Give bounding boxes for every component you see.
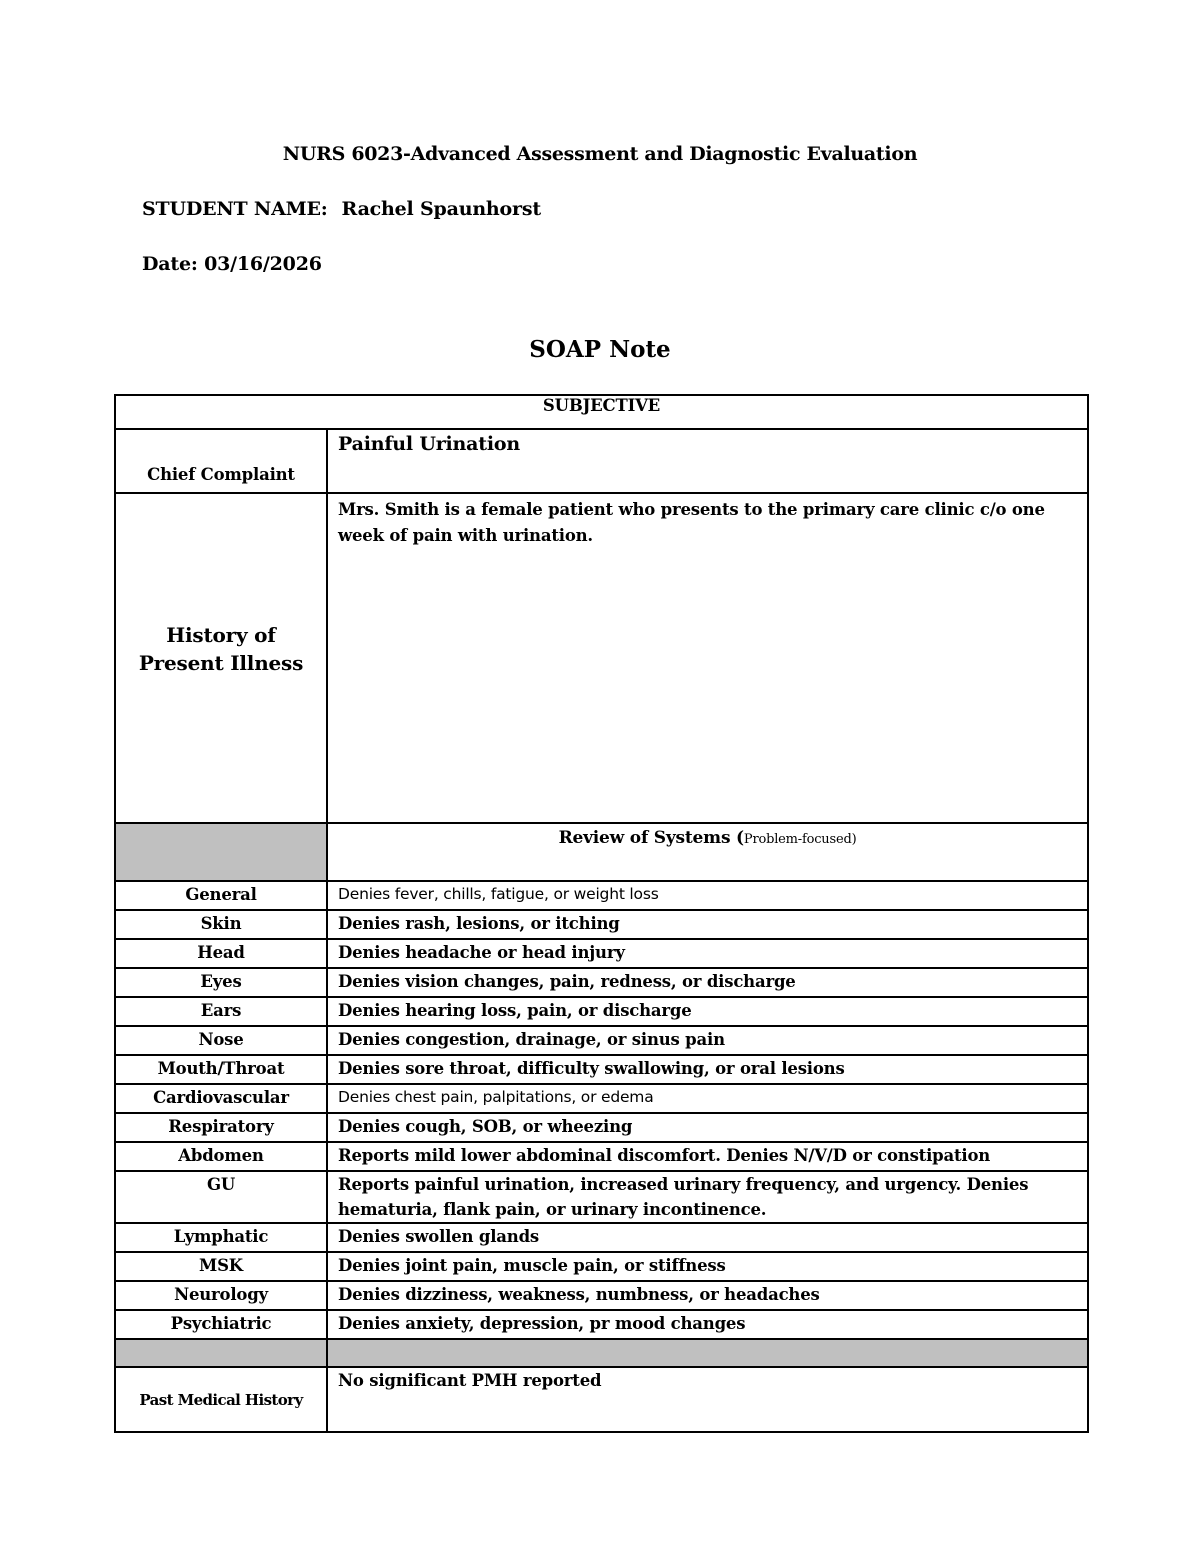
ros-system: Psychiatric bbox=[115, 1310, 327, 1339]
chief-complaint-label: Chief Complaint bbox=[115, 429, 327, 493]
ros-system: Abdomen bbox=[115, 1142, 327, 1171]
ros-row bbox=[115, 1252, 1088, 1281]
date-line bbox=[142, 253, 322, 275]
hpi-row bbox=[115, 493, 1088, 823]
ros-row bbox=[115, 1171, 1088, 1223]
ros-system: Nose bbox=[115, 1026, 327, 1055]
ros-system: Ears bbox=[115, 997, 327, 1026]
ros-system: General bbox=[115, 881, 327, 910]
pmh-row bbox=[115, 1367, 1088, 1432]
ros-row bbox=[115, 997, 1088, 1026]
ros-system: Eyes bbox=[115, 968, 327, 997]
ros-row bbox=[115, 1055, 1088, 1084]
ros-finding: Reports mild lower abdominal discomfort. Denies N/V/D or constipation bbox=[327, 1142, 1088, 1171]
ros-finding: Denies swollen glands bbox=[327, 1223, 1088, 1252]
ros-title-text: Review of Systems ( bbox=[558, 828, 744, 848]
ros-row bbox=[115, 881, 1088, 910]
ros-header-row bbox=[115, 823, 1088, 881]
ros-finding: Denies dizziness, weakness, numbness, or headaches bbox=[327, 1281, 1088, 1310]
chief-complaint-row bbox=[115, 429, 1088, 493]
ros-finding: Denies cough, SOB, or wheezing bbox=[327, 1113, 1088, 1142]
ros-row bbox=[115, 1026, 1088, 1055]
ros-system: Neurology bbox=[115, 1281, 327, 1310]
spacer-cell-right bbox=[327, 1339, 1088, 1367]
ros-finding: Denies congestion, drainage, or sinus pain bbox=[327, 1026, 1088, 1055]
date-label: Date: bbox=[142, 253, 198, 275]
gray-spacer-row bbox=[115, 1339, 1088, 1367]
ros-finding: Reports painful urination, increased urinary frequency, and urgency. Denies hematuria, flank pain, or urinary incontinence. bbox=[327, 1171, 1088, 1223]
ros-system: Cardiovascular bbox=[115, 1084, 327, 1113]
ros-row bbox=[115, 1223, 1088, 1252]
ros-row bbox=[115, 939, 1088, 968]
ros-subtitle: Problem-focused) bbox=[743, 832, 857, 847]
hpi-label-line1: History of bbox=[166, 623, 276, 647]
ros-row bbox=[115, 1142, 1088, 1171]
ros-row bbox=[115, 1113, 1088, 1142]
ros-row bbox=[115, 1310, 1088, 1339]
ros-finding: Denies hearing loss, pain, or discharge bbox=[327, 997, 1088, 1026]
ros-system: Mouth/Throat bbox=[115, 1055, 327, 1084]
subjective-header-row bbox=[115, 395, 1088, 429]
ros-finding: Denies joint pain, muscle pain, or stiffness bbox=[327, 1252, 1088, 1281]
ros-header-blank bbox=[115, 823, 327, 881]
hpi-label-line2: Present Illness bbox=[138, 651, 304, 675]
ros-row bbox=[115, 910, 1088, 939]
soap-table bbox=[114, 394, 1089, 1433]
ros-system: Head bbox=[115, 939, 327, 968]
ros-finding: Denies sore throat, difficulty swallowing, or oral lesions bbox=[327, 1055, 1088, 1084]
ros-finding: Denies anxiety, depression, pr mood changes bbox=[327, 1310, 1088, 1339]
soap-title: SOAP Note bbox=[529, 336, 671, 363]
hpi-label bbox=[115, 493, 327, 823]
student-name-label: STUDENT NAME: bbox=[142, 198, 328, 220]
subjective-title: SUBJECTIVE bbox=[115, 395, 1088, 429]
ros-finding: Denies headache or head injury bbox=[327, 939, 1088, 968]
ros-finding: Denies rash, lesions, or itching bbox=[327, 910, 1088, 939]
ros-row bbox=[115, 1084, 1088, 1113]
date-value: 03/16/2026 bbox=[204, 253, 322, 275]
student-name-line bbox=[142, 198, 541, 220]
course-title: NURS 6023-Advanced Assessment and Diagnostic Evaluation bbox=[282, 143, 918, 165]
ros-system: Lymphatic bbox=[115, 1223, 327, 1252]
hpi-value: Mrs. Smith is a female patient who presents to the primary care clinic c/o one week of pain with urination. bbox=[327, 493, 1088, 823]
ros-system: Respiratory bbox=[115, 1113, 327, 1142]
spacer-cell-left bbox=[115, 1339, 327, 1367]
ros-finding: Denies fever, chills, fatigue, or weight loss bbox=[327, 881, 1088, 910]
pmh-value: No significant PMH reported bbox=[327, 1367, 1088, 1432]
chief-complaint-value: Painful Urination bbox=[327, 429, 1088, 493]
ros-title bbox=[327, 823, 1088, 881]
ros-row bbox=[115, 968, 1088, 997]
ros-system: Skin bbox=[115, 910, 327, 939]
ros-system: GU bbox=[115, 1171, 327, 1223]
ros-row bbox=[115, 1281, 1088, 1310]
student-name: Rachel Spaunhorst bbox=[341, 198, 541, 220]
pmh-label: Past Medical History bbox=[115, 1367, 327, 1432]
ros-finding: Denies vision changes, pain, redness, or discharge bbox=[327, 968, 1088, 997]
ros-system: MSK bbox=[115, 1252, 327, 1281]
ros-finding: Denies chest pain, palpitations, or edema bbox=[327, 1084, 1088, 1113]
